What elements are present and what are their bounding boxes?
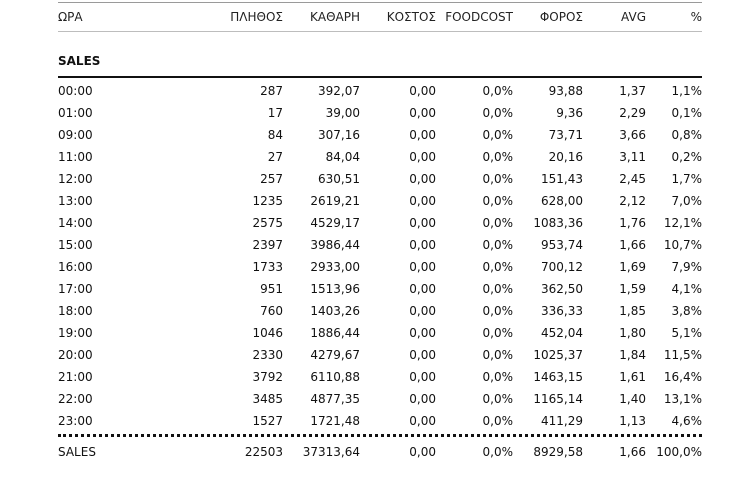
total-quantity: 22503 <box>244 445 283 459</box>
cell-percent: 1,1% <box>671 84 702 98</box>
table-row <box>58 146 702 168</box>
cell-time: 18:00 <box>58 304 93 318</box>
table-row <box>58 388 702 410</box>
cell-quantity: 257 <box>260 172 283 186</box>
cell-foodcost: 0,0% <box>482 260 513 274</box>
cell-quantity: 951 <box>260 282 283 296</box>
cell-avg: 2,45 <box>619 172 646 186</box>
cell-time: 17:00 <box>58 282 93 296</box>
cell-time: 21:00 <box>58 370 93 384</box>
cell-cost: 0,00 <box>409 348 436 362</box>
cell-cost: 0,00 <box>409 106 436 120</box>
cell-quantity: 287 <box>260 84 283 98</box>
cell-time: 01:00 <box>58 106 93 120</box>
cell-tax: 151,43 <box>541 172 583 186</box>
total-avg: 1,66 <box>619 445 646 459</box>
table-row <box>58 366 702 388</box>
cell-foodcost: 0,0% <box>482 106 513 120</box>
cell-quantity: 3792 <box>252 370 283 384</box>
cell-cost: 0,00 <box>409 392 436 406</box>
cell-tax: 336,33 <box>541 304 583 318</box>
cell-cost: 0,00 <box>409 194 436 208</box>
cell-foodcost: 0,0% <box>482 238 513 252</box>
cell-net: 6110,88 <box>310 370 360 384</box>
cell-cost: 0,00 <box>409 238 436 252</box>
cell-percent: 11,5% <box>663 348 702 362</box>
cell-quantity: 84 <box>267 128 283 142</box>
cell-tax: 411,29 <box>541 414 583 428</box>
cell-percent: 1,7% <box>671 172 702 186</box>
cell-net: 84,04 <box>325 150 360 164</box>
total-net: 37313,64 <box>302 445 360 459</box>
total-label: SALES <box>58 445 96 459</box>
cell-foodcost: 0,0% <box>482 128 513 142</box>
cell-time: 13:00 <box>58 194 93 208</box>
header-time: ΩΡΑ <box>58 10 83 24</box>
cell-percent: 0,1% <box>671 106 702 120</box>
cell-tax: 628,00 <box>541 194 583 208</box>
section-title: SALES <box>58 54 101 68</box>
cell-cost: 0,00 <box>409 172 436 186</box>
cell-percent: 3,8% <box>671 304 702 318</box>
cell-net: 1403,26 <box>310 304 360 318</box>
cell-tax: 362,50 <box>541 282 583 296</box>
cell-time: 15:00 <box>58 238 93 252</box>
cell-tax: 9,36 <box>556 106 583 120</box>
cell-net: 2619,21 <box>310 194 360 208</box>
cell-percent: 16,4% <box>663 370 702 384</box>
cell-tax: 93,88 <box>548 84 583 98</box>
cell-time: 11:00 <box>58 150 93 164</box>
cell-foodcost: 0,0% <box>482 150 513 164</box>
cell-quantity: 1235 <box>252 194 283 208</box>
cell-quantity: 1733 <box>252 260 283 274</box>
cell-foodcost: 0,0% <box>482 282 513 296</box>
cell-cost: 0,00 <box>409 326 436 340</box>
cell-avg: 1,80 <box>619 326 646 340</box>
table-row <box>58 212 702 234</box>
cell-net: 630,51 <box>318 172 360 186</box>
cell-avg: 1,59 <box>619 282 646 296</box>
cell-quantity: 1527 <box>252 414 283 428</box>
total-foodcost: 0,0% <box>482 445 513 459</box>
table-row <box>58 322 702 344</box>
cell-percent: 4,1% <box>671 282 702 296</box>
cell-avg: 1,85 <box>619 304 646 318</box>
cell-tax: 953,74 <box>541 238 583 252</box>
cell-net: 307,16 <box>318 128 360 142</box>
cell-time: 20:00 <box>58 348 93 362</box>
cell-avg: 2,29 <box>619 106 646 120</box>
total-percent: 100,0% <box>656 445 702 459</box>
header-cost: ΚΟΣΤΟΣ <box>386 10 436 24</box>
cell-time: 12:00 <box>58 172 93 186</box>
cell-cost: 0,00 <box>409 282 436 296</box>
table-row <box>58 124 702 146</box>
cell-quantity: 27 <box>267 150 283 164</box>
cell-net: 1886,44 <box>310 326 360 340</box>
cell-cost: 0,00 <box>409 150 436 164</box>
cell-percent: 7,0% <box>671 194 702 208</box>
cell-foodcost: 0,0% <box>482 172 513 186</box>
cell-net: 4279,67 <box>310 348 360 362</box>
section-header <box>58 32 702 78</box>
cell-percent: 10,7% <box>663 238 702 252</box>
cell-foodcost: 0,0% <box>482 392 513 406</box>
cell-avg: 1,13 <box>619 414 646 428</box>
cell-avg: 2,12 <box>619 194 646 208</box>
header-foodcost: FOODCOST <box>445 10 513 24</box>
cell-cost: 0,00 <box>409 216 436 230</box>
total-row <box>58 437 702 467</box>
cell-quantity: 3485 <box>252 392 283 406</box>
header-avg: AVG <box>621 10 646 24</box>
cell-net: 4529,17 <box>310 216 360 230</box>
cell-foodcost: 0,0% <box>482 370 513 384</box>
cell-avg: 3,66 <box>619 128 646 142</box>
cell-foodcost: 0,0% <box>482 194 513 208</box>
cell-tax: 452,04 <box>541 326 583 340</box>
cell-avg: 1,61 <box>619 370 646 384</box>
table-row <box>58 168 702 190</box>
cell-cost: 0,00 <box>409 304 436 318</box>
cell-percent: 5,1% <box>671 326 702 340</box>
cell-time: 09:00 <box>58 128 93 142</box>
cell-avg: 3,11 <box>619 150 646 164</box>
table-row <box>58 190 702 212</box>
cell-foodcost: 0,0% <box>482 216 513 230</box>
cell-avg: 1,69 <box>619 260 646 274</box>
table-body <box>58 78 702 432</box>
cell-cost: 0,00 <box>409 370 436 384</box>
table-row <box>58 234 702 256</box>
cell-cost: 0,00 <box>409 414 436 428</box>
cell-foodcost: 0,0% <box>482 348 513 362</box>
table-header <box>58 3 702 32</box>
cell-tax: 1083,36 <box>533 216 583 230</box>
cell-tax: 73,71 <box>548 128 583 142</box>
table-row <box>58 278 702 300</box>
cell-tax: 1165,14 <box>533 392 583 406</box>
cell-avg: 1,76 <box>619 216 646 230</box>
cell-time: 19:00 <box>58 326 93 340</box>
cell-cost: 0,00 <box>409 128 436 142</box>
cell-percent: 4,6% <box>671 414 702 428</box>
cell-quantity: 2397 <box>252 238 283 252</box>
cell-quantity: 760 <box>260 304 283 318</box>
cell-tax: 1463,15 <box>533 370 583 384</box>
sales-report <box>58 0 702 467</box>
cell-percent: 12,1% <box>663 216 702 230</box>
cell-avg: 1,66 <box>619 238 646 252</box>
cell-net: 39,00 <box>325 106 360 120</box>
cell-quantity: 2575 <box>252 216 283 230</box>
cell-time: 23:00 <box>58 414 93 428</box>
header-tax: ΦΟΡΟΣ <box>539 10 583 24</box>
cell-time: 14:00 <box>58 216 93 230</box>
cell-net: 1721,48 <box>310 414 360 428</box>
cell-time: 00:00 <box>58 84 93 98</box>
table-row <box>58 300 702 322</box>
cell-cost: 0,00 <box>409 84 436 98</box>
cell-net: 4877,35 <box>310 392 360 406</box>
cell-quantity: 1046 <box>252 326 283 340</box>
cell-avg: 1,37 <box>619 84 646 98</box>
table-row <box>58 80 702 102</box>
cell-avg: 1,40 <box>619 392 646 406</box>
cell-percent: 0,2% <box>671 150 702 164</box>
cell-percent: 0,8% <box>671 128 702 142</box>
table-row <box>58 410 702 432</box>
table-row <box>58 102 702 124</box>
header-percent: % <box>690 10 702 24</box>
cell-percent: 13,1% <box>663 392 702 406</box>
cell-foodcost: 0,0% <box>482 84 513 98</box>
cell-foodcost: 0,0% <box>482 414 513 428</box>
header-net: ΚΑΘΑΡΗ <box>310 10 360 24</box>
cell-net: 2933,00 <box>310 260 360 274</box>
header-quantity: ΠΛΗΘΟΣ <box>230 10 283 24</box>
table-row <box>58 256 702 278</box>
cell-percent: 7,9% <box>671 260 702 274</box>
cell-tax: 20,16 <box>548 150 583 164</box>
cell-time: 16:00 <box>58 260 93 274</box>
cell-foodcost: 0,0% <box>482 304 513 318</box>
table-row <box>58 344 702 366</box>
cell-cost: 0,00 <box>409 260 436 274</box>
cell-tax: 1025,37 <box>533 348 583 362</box>
cell-time: 22:00 <box>58 392 93 406</box>
total-cost: 0,00 <box>409 445 436 459</box>
total-tax: 8929,58 <box>533 445 583 459</box>
cell-avg: 1,84 <box>619 348 646 362</box>
cell-net: 3986,44 <box>310 238 360 252</box>
cell-tax: 700,12 <box>541 260 583 274</box>
cell-foodcost: 0,0% <box>482 326 513 340</box>
cell-net: 1513,96 <box>310 282 360 296</box>
cell-quantity: 17 <box>267 106 283 120</box>
cell-net: 392,07 <box>318 84 360 98</box>
cell-quantity: 2330 <box>252 348 283 362</box>
